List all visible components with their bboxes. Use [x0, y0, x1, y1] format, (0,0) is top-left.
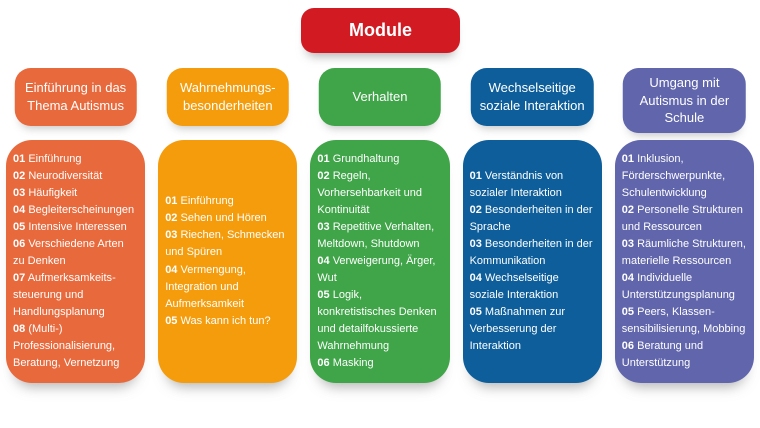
module-column-einfuehrung-thema-autismus	[6, 68, 145, 420]
module-item-number: 06	[13, 237, 26, 250]
module-item-number: 01	[13, 152, 26, 165]
module-item	[622, 304, 747, 338]
module-item-number: 03	[317, 220, 330, 233]
module-item-label: Intensive Interessen	[28, 220, 127, 233]
module-item-label: Regeln, Vorhersehbarkeit und Kontinuität	[317, 169, 422, 216]
module-item	[13, 270, 138, 321]
column-body-verhalten	[310, 140, 449, 383]
module-item	[470, 236, 595, 270]
module-item-number: 02	[13, 169, 26, 182]
module-item-number: 01	[317, 152, 330, 165]
column-body-wahrnehmungsbesonderheiten	[158, 140, 297, 383]
module-item-label: Riechen, Schmecken und Spüren	[165, 229, 285, 259]
module-item	[13, 321, 138, 372]
module-item-label: Sehen und Hören	[180, 212, 267, 225]
module-item-number: 05	[621, 306, 635, 319]
module-item-number: 02	[317, 169, 330, 182]
module-item	[317, 151, 442, 168]
module-item	[13, 168, 138, 185]
module-item-label: Neurodiversität	[28, 169, 103, 182]
module-item-label: Einführung	[28, 152, 82, 165]
module-item	[165, 193, 290, 210]
module-item	[317, 355, 442, 372]
module-item-label: Grundhaltung	[332, 152, 400, 165]
module-item-label: Verständnis von sozialer Interaktion	[469, 169, 564, 199]
module-item	[317, 219, 442, 253]
module-item	[622, 270, 747, 304]
module-item-label: Beratung und Unterstützung	[621, 340, 704, 370]
module-item-number: 08	[13, 323, 26, 336]
module-column-wechselseitige-soziale-interaktion	[463, 68, 602, 420]
module-item	[13, 185, 138, 202]
module-item-number: 03	[621, 237, 635, 250]
module-item-number: 05	[13, 220, 26, 233]
column-body-umgang-autismus-schule	[615, 140, 754, 383]
module-item-label: Räumliche Strukturen, materielle Ressourcen	[621, 237, 746, 267]
module-item-label: Was kann ich tun?	[180, 314, 271, 327]
module-item	[165, 227, 290, 261]
module-item-label: Einführung	[180, 195, 234, 208]
column-header-wahrnehmungsbesonderheiten: Wahrnehmungsbesonderheiten	[167, 68, 289, 126]
module-item-label: Vermengung, Integration und Aufmerksamkeit	[165, 263, 246, 310]
module-item	[622, 202, 747, 236]
module-item-number: 02	[165, 212, 178, 225]
column-body-einfuehrung-thema-autismus	[6, 140, 145, 383]
module-column-wahrnehmungsbesonderheiten	[158, 68, 297, 420]
module-item-number: 05	[317, 289, 330, 302]
module-item-label: Maßnahmen zur Verbesserung der Interaktion	[469, 306, 565, 353]
module-item-number: 04	[165, 263, 178, 276]
module-item-number: 04	[621, 272, 635, 285]
module-item-label: Repetitive Verhalten, Meltdown, Shutdown	[317, 220, 435, 250]
module-item-label: (Multi-) Professionalisierung, Beratung, Vernetzung	[13, 323, 120, 370]
module-item-label: Verweigerung, Ärger, Wut	[317, 254, 436, 285]
module-item	[317, 253, 442, 287]
module-item	[165, 210, 290, 227]
module-item-label: Besonderheiten in der Sprache	[469, 203, 593, 233]
column-header-wechselseitige-soziale-interaktion: Wechselseitige soziale Interaktion	[471, 68, 593, 126]
module-item-number: 03	[13, 186, 26, 199]
module-item	[13, 236, 138, 270]
module-item	[470, 202, 595, 236]
module-item-number: 01	[165, 195, 178, 208]
module-item	[622, 338, 747, 372]
module-item-number: 06	[317, 357, 330, 370]
module-item	[470, 270, 595, 304]
module-item	[165, 313, 290, 330]
module-item-label: Personelle Strukturen und Ressourcen	[621, 203, 743, 233]
column-header-umgang-autismus-schule: Umgang mit Autismus in der Schule	[623, 68, 745, 133]
module-item	[165, 262, 290, 313]
module-column-verhalten	[310, 68, 449, 420]
module-item-label: Begleiterscheinungen	[28, 203, 135, 216]
module-item-label: Masking	[332, 357, 374, 370]
module-item-number: 03	[469, 237, 482, 250]
module-item	[622, 151, 747, 202]
module-item-number: 02	[621, 203, 635, 216]
module-item-label: Aufmerksamkeitssteuerung und Handlungsplanung	[13, 272, 116, 319]
module-item-label: Besonderheiten in der Kommunikation	[469, 237, 593, 267]
module-item-number: 05	[165, 314, 178, 327]
modules-board	[6, 68, 754, 420]
module-item-number: 04	[317, 254, 330, 267]
module-item	[317, 287, 442, 355]
module-item	[317, 168, 442, 219]
module-item-number: 06	[621, 340, 635, 353]
column-header-einfuehrung-thema-autismus: Einführung in das Thema Autismus	[14, 68, 136, 126]
module-item-label: Logik, konkretistisches Denken und detailfokussierte Wahrnehmung	[317, 289, 437, 353]
module-item-label: Peers, Klassensensibilisierung, Mobbing	[621, 306, 746, 336]
module-item-number: 07	[13, 272, 26, 285]
module-item-label: Verschiedene Arten zu Denken	[13, 237, 124, 267]
module-item-number: 05	[469, 306, 482, 319]
module-item-label: Wechselseitige soziale Interaktion	[469, 272, 559, 302]
module-item-number: 01	[469, 169, 482, 182]
module-item	[470, 304, 595, 355]
module-item-label: Häufigkeit	[28, 186, 78, 199]
module-item-number: 04	[469, 272, 482, 285]
module-item	[622, 236, 747, 270]
column-body-wechselseitige-soziale-interaktion	[463, 140, 602, 383]
module-item	[470, 168, 595, 202]
module-item-label: Individuelle Unterstützungsplanung	[621, 272, 735, 302]
module-item-number: 03	[165, 229, 178, 242]
module-item	[13, 151, 138, 168]
module-column-umgang-autismus-schule	[615, 68, 754, 420]
module-item	[13, 219, 138, 236]
module-title: Module	[301, 8, 460, 53]
module-item-number: 04	[13, 203, 26, 216]
column-header-verhalten: Verhalten	[319, 68, 441, 126]
module-item-number: 01	[621, 152, 635, 165]
module-item-number: 02	[469, 203, 482, 216]
module-item	[13, 202, 138, 219]
module-item-label: Inklusion, Förderschwerpunkte, Schulentwicklung	[621, 152, 726, 199]
